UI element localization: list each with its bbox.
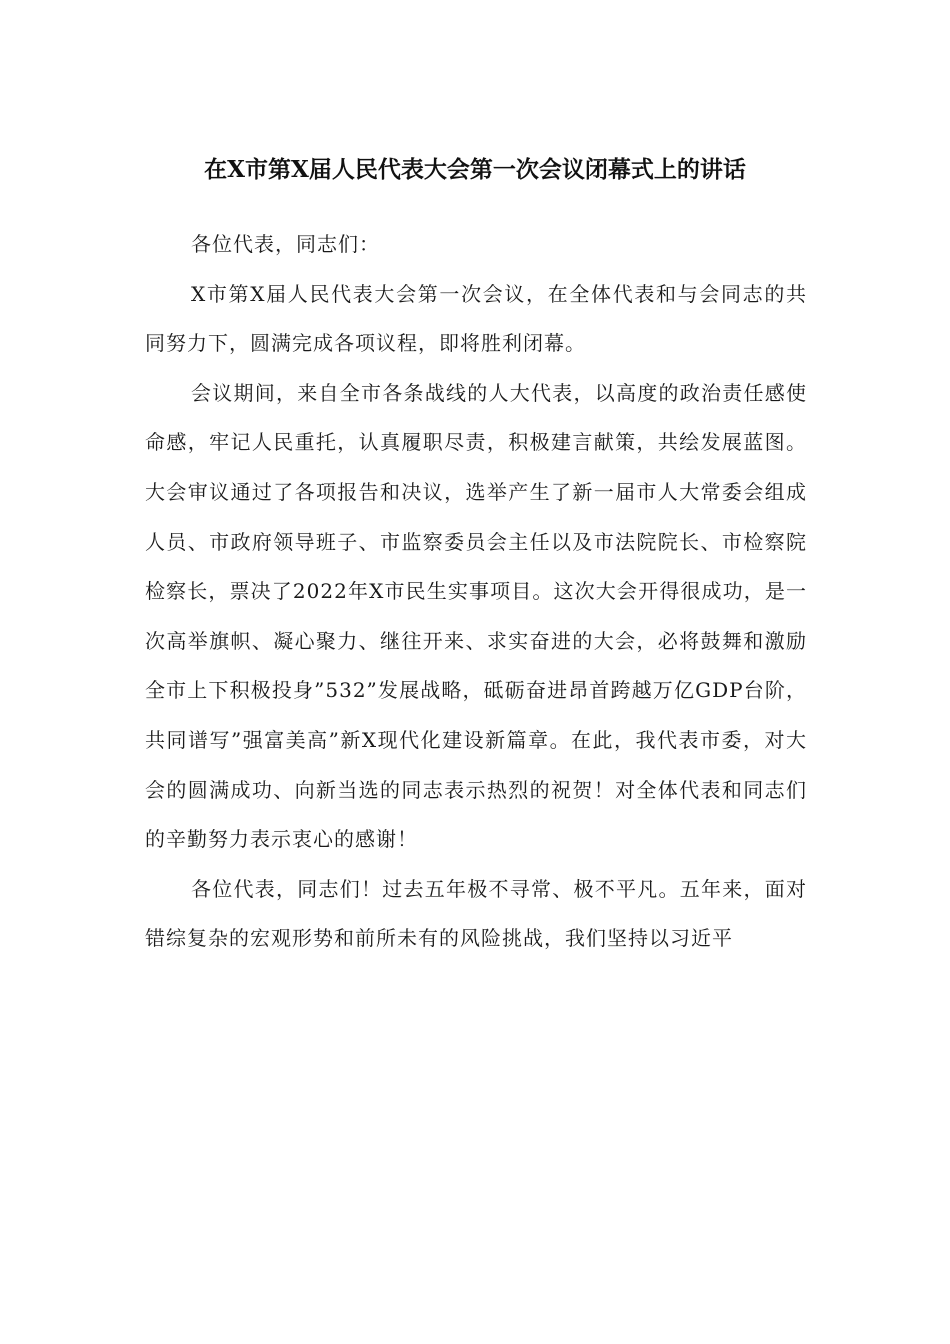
paragraph-meeting-summary: 会议期间，来自全市各条战线的人大代表，以高度的政治责任感使命感，牢记人民重托，认真履职尽责，积极建言献策，共绘发展蓝图。大会审议通过了各项报告和决议，选举产生了新一届市人大常委会组成人员、市政府领导班子、市监察委员会主任以及市法院院长、市检察院检察长，票决了2022年X市民生实事项目。这次大会开得很成功，是一次高举旗帜、凝心聚力、继往开来、求实奋进的大会，必将鼓舞和激励全市上下积极投身”532”发展战略，砥砺奋进昂首跨越万亿GDP台阶，共同谱写”强富美高”新X现代化建设新篇章。在此，我代表市委，对大会的圆满成功、向新当选的同志表示热烈的祝贺！对全体代表和同志们的辛勤努力表示衷心的感谢！ (145, 380, 807, 852)
document-title: 在X市第X届人民代表大会第一次会议闭幕式上的讲话 (204, 156, 746, 183)
document-body (145, 220, 807, 964)
paragraph-review: 各位代表，同志们！过去五年极不寻常、极不平凡。五年来，面对错综复杂的宏观形势和前所未有的风险挑战，我们坚持以习近平 (145, 876, 807, 951)
paragraph-greeting: 各位代表，同志们： (191, 232, 380, 256)
paragraph-opening: X市第X届人民代表大会第一次会议，在全体代表和与会同志的共同努力下，圆满完成各项议程，即将胜利闭幕。 (145, 281, 807, 356)
